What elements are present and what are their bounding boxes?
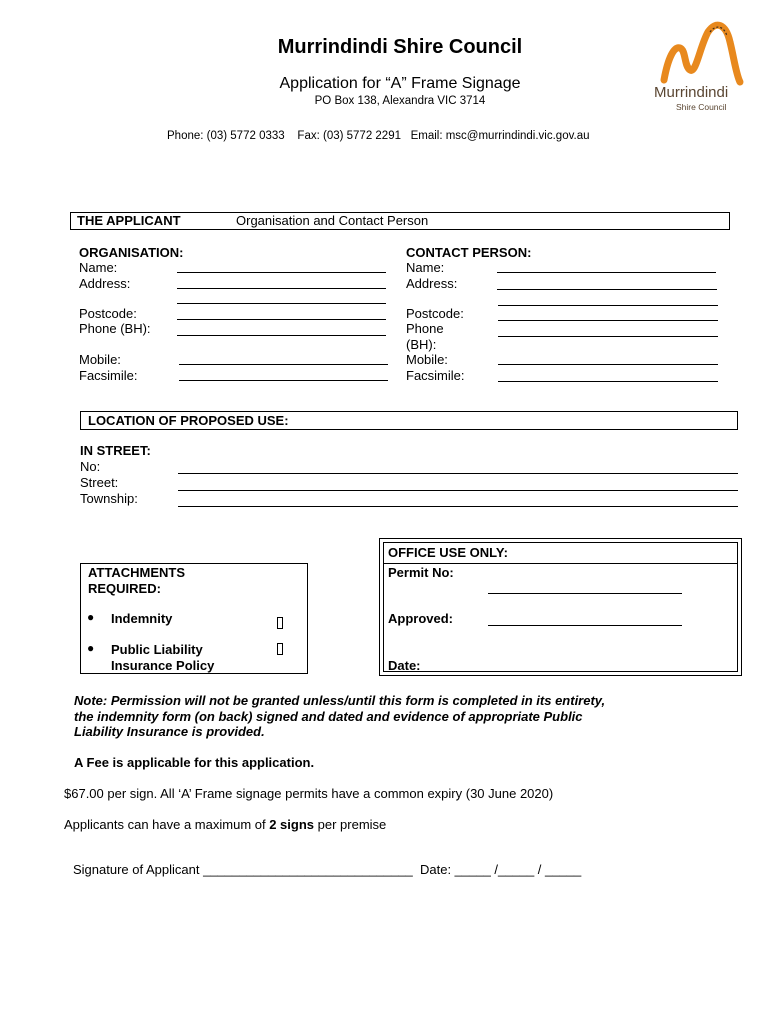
contact-name-label: Name: [406, 260, 445, 275]
max-signs-notice [64, 817, 386, 832]
org-postcode-field[interactable] [177, 319, 386, 320]
logo-subtitle: Shire Council [676, 102, 727, 112]
org-name-label: Name: [79, 260, 118, 275]
organisation-heading: ORGANISATION: [79, 245, 184, 260]
note-text-2: the indemnity form (on back) signed and dated and evidence of appropriate Public [74, 709, 583, 724]
contact-fax-field[interactable] [498, 381, 718, 382]
org-phone-label: Phone (BH): [79, 321, 151, 336]
office-use-heading: OFFICE USE ONLY: [388, 545, 508, 560]
liability-label-2: Insurance Policy [111, 658, 215, 673]
org-fax-field[interactable] [179, 380, 388, 381]
attachments-heading: ATTACHMENTS [88, 565, 186, 580]
postal-address: PO Box 138, Alexandra VIC 3714 [314, 95, 486, 107]
fee-notice: A Fee is applicable for this application. [74, 755, 315, 770]
street-no-label: No: [80, 459, 101, 474]
contact-phone-label: Phone [406, 321, 444, 336]
note-text-3: Liability Insurance is provided. [74, 724, 265, 739]
contact-postcode-label: Postcode: [406, 306, 464, 321]
org-address-field[interactable] [177, 288, 386, 289]
contact-fax-label: Facsimile: [406, 368, 465, 383]
signature-line[interactable]: Signature of Applicant _____________________________ Date: _____ /_____ / _____ [73, 862, 582, 877]
council-logo [650, 18, 755, 118]
contact-phone-label-2: (BH): [406, 337, 437, 352]
liability-checkbox[interactable] [277, 643, 283, 655]
contact-mobile-field[interactable] [498, 364, 718, 365]
bullet-icon: ● [87, 641, 95, 655]
max-signs-count: 2 signs [269, 817, 315, 832]
township-field[interactable] [178, 506, 738, 507]
contact-phone-field[interactable] [498, 336, 718, 337]
org-postcode-label: Postcode: [79, 306, 137, 321]
logo-mark-icon [650, 18, 755, 88]
max-signs-suffix: per premise [314, 817, 387, 832]
contact-address-label: Address: [406, 276, 458, 291]
applicant-heading-desc: Organisation and Contact Person [236, 213, 429, 228]
office-use-box-inner [383, 542, 738, 672]
org-phone-field[interactable] [177, 335, 386, 336]
contact-address-field-2[interactable] [498, 305, 718, 306]
liability-label: Public Liability [111, 642, 203, 657]
page-title: Murrindindi Shire Council [277, 36, 523, 58]
approved-field[interactable] [488, 625, 682, 626]
permit-no-label: Permit No: [388, 565, 454, 580]
location-heading: LOCATION OF PROPOSED USE: [88, 413, 289, 428]
org-mobile-label: Mobile: [79, 352, 121, 367]
office-date-label: Date: [388, 658, 421, 673]
org-address-label: Address: [79, 276, 131, 291]
contact-name-field[interactable] [497, 272, 716, 273]
org-fax-label: Facsimile: [79, 368, 138, 383]
form-subtitle: Application for “A” Frame Signage [279, 75, 521, 92]
approved-label: Approved: [388, 611, 453, 626]
logo-name: Murrindindi [654, 84, 729, 101]
org-address-field-2[interactable] [177, 303, 386, 304]
township-label: Township: [80, 491, 138, 506]
indemnity-checkbox[interactable] [277, 617, 283, 629]
in-street-heading: IN STREET: [80, 443, 151, 458]
bullet-icon: ● [87, 610, 95, 624]
note-text: Note: Permission will not be granted unless/until this form is completed in its entirety, [74, 693, 606, 708]
contact-address-field[interactable] [497, 289, 717, 290]
org-name-field[interactable] [177, 272, 386, 273]
office-use-heading-rule [383, 563, 738, 564]
street-name-field[interactable] [178, 490, 738, 491]
street-name-label: Street: [80, 475, 119, 490]
contact-postcode-field[interactable] [498, 320, 718, 321]
org-mobile-field[interactable] [179, 364, 388, 365]
max-signs-prefix: Applicants can have a maximum of [64, 817, 270, 832]
indemnity-label: Indemnity [111, 611, 173, 626]
applicant-heading: THE APPLICANT [77, 213, 181, 228]
permit-no-field[interactable] [488, 593, 682, 594]
contact-mobile-label: Mobile: [406, 352, 448, 367]
contact-person-heading: CONTACT PERSON: [406, 245, 532, 260]
contact-line: Phone: (03) 5772 0333 Fax: (03) 5772 2291 Email: msc@murrindindi.vic.gov.au [167, 130, 590, 142]
street-no-field[interactable] [178, 473, 738, 474]
price-notice: $67.00 per sign. All ‘A’ Frame signage permits have a common expiry (30 June 2020) [64, 786, 554, 801]
attachments-heading-2: REQUIRED: [88, 581, 161, 596]
